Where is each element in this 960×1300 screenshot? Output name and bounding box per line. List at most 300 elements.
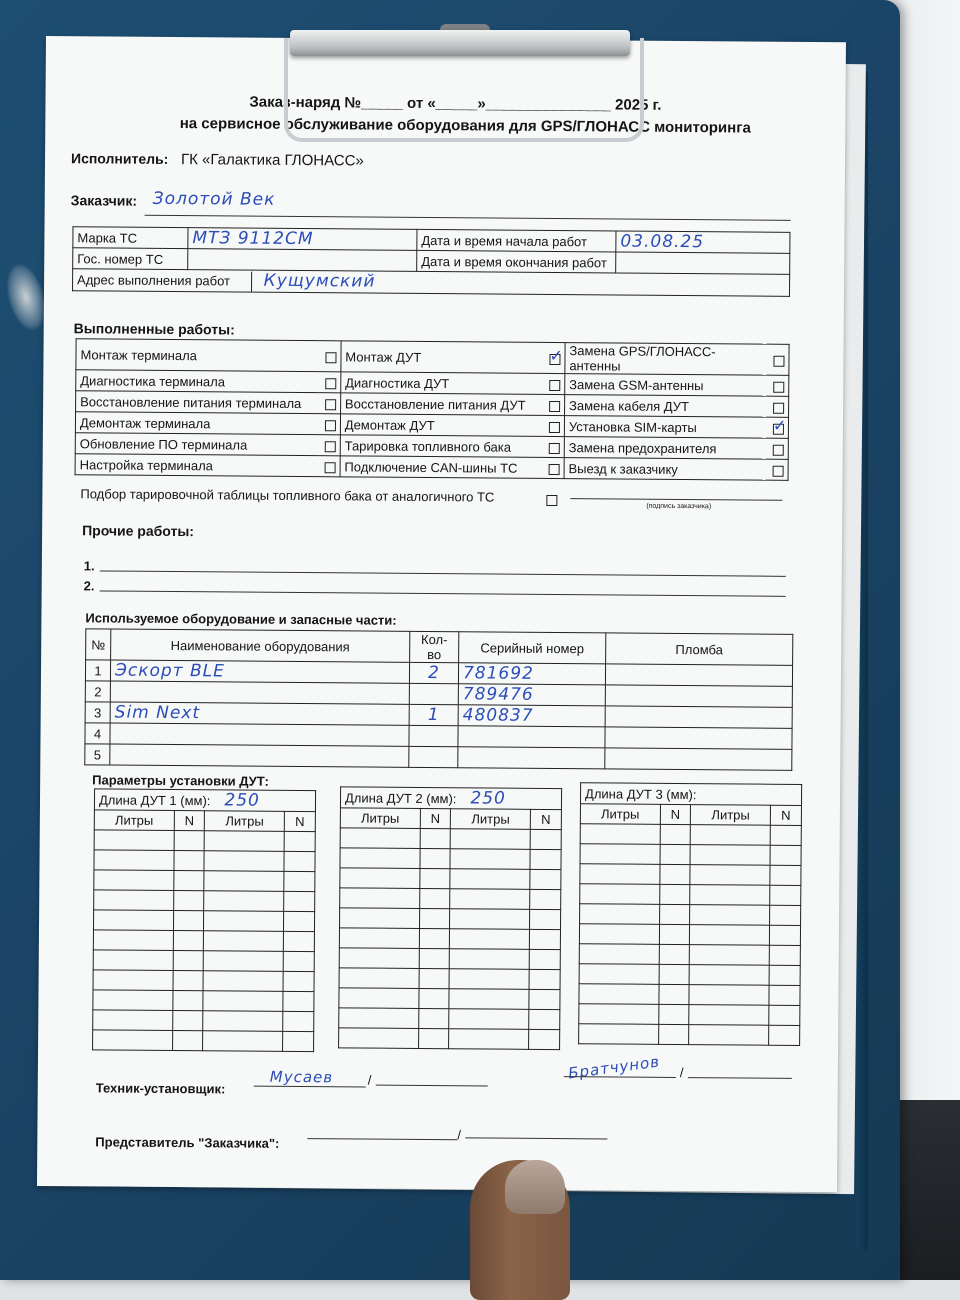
work-item-checkbox-cell [542, 436, 565, 457]
work-item-checkbox-cell [318, 341, 341, 372]
dut-cell[interactable] [174, 831, 205, 851]
dut-header-n: N [284, 811, 315, 831]
work-item-checkbox[interactable] [324, 462, 335, 473]
equipment-seal [605, 706, 792, 728]
dut-cell[interactable] [770, 885, 801, 905]
dut-cell[interactable] [205, 831, 285, 852]
dut-cell[interactable] [689, 1025, 769, 1046]
dut-cell[interactable] [769, 965, 800, 985]
dut-length-label: Длина ДУТ 3 (мм): [585, 786, 697, 802]
dut-cell[interactable] [419, 968, 450, 988]
dut-cell[interactable] [580, 844, 660, 865]
dut-cell[interactable] [203, 991, 283, 1012]
dut-cell[interactable] [283, 951, 314, 971]
dut-data-row [579, 964, 800, 986]
customer-underline [145, 215, 791, 221]
equipment-seal [605, 664, 792, 686]
work-item-checkbox-cell [542, 394, 565, 415]
dut-cell[interactable] [340, 828, 420, 849]
dut-cell[interactable] [530, 869, 561, 889]
work-item-checkbox[interactable] [773, 402, 784, 413]
dut-data-row [339, 928, 560, 950]
dut-cell[interactable] [769, 945, 800, 965]
other-works-title: Прочие работы: [82, 522, 194, 539]
dut-cell[interactable] [93, 990, 173, 1011]
dut-cell[interactable] [420, 848, 451, 868]
work-order-sheet [37, 36, 846, 1192]
dut-cell[interactable] [529, 909, 560, 929]
dut-length-row [580, 783, 801, 806]
plate-value [188, 249, 417, 272]
work-item-label: Диагностика ДУТ [341, 372, 543, 395]
address-row [73, 269, 790, 297]
dut-data-row [340, 868, 561, 890]
work-item-checkbox-cell [542, 373, 565, 394]
calibration-checkbox[interactable] [546, 495, 557, 506]
calibration-signature-line [570, 498, 782, 501]
executor-label: Исполнитель: [71, 150, 168, 167]
dut-cell[interactable] [529, 949, 560, 969]
dut-header-row [94, 810, 315, 832]
technician-line-1 [254, 1086, 366, 1088]
title-line-1: Заказ-наряд №_____ от «_____»_______________ 2025 г. [105, 92, 805, 114]
dut-cell[interactable] [203, 1031, 283, 1052]
dut-cell[interactable] [449, 989, 529, 1010]
dut-cell[interactable] [530, 849, 561, 869]
dut-cell[interactable] [769, 1005, 800, 1025]
dut-cell[interactable] [659, 904, 690, 924]
dut-cell[interactable] [283, 931, 314, 951]
work-item-checkbox-cell [766, 344, 789, 375]
dut-cell[interactable] [658, 1024, 689, 1044]
clip-wire [284, 38, 644, 142]
executor-value: ГК «Галактика ГЛОНАСС» [181, 151, 364, 169]
equipment-header-number: № [86, 629, 111, 660]
dut-cell[interactable] [659, 924, 690, 944]
dut-cell[interactable] [339, 948, 419, 969]
work-item-checkbox[interactable] [548, 464, 559, 475]
dut-cell[interactable] [449, 1029, 529, 1050]
work-item-checkbox-cell [766, 438, 789, 459]
dut-data-row [339, 1028, 560, 1050]
start-time-value: 03.08.25 [616, 231, 790, 253]
dut-cell[interactable] [173, 931, 204, 951]
dut-header-row [340, 808, 561, 830]
dut-cell[interactable] [770, 845, 801, 865]
dut-cell[interactable] [450, 949, 530, 970]
technician-signature-1: Мусаев [270, 1068, 333, 1086]
dut-data-row [580, 884, 801, 906]
work-item-label: Восстановление питания ДУТ [340, 393, 542, 416]
dut-cell[interactable] [579, 964, 659, 985]
dut-cell[interactable] [580, 884, 660, 905]
equipment-serial: 480837 [458, 705, 605, 727]
equipment-header-qty: Кол-во [410, 631, 459, 662]
dut-cell[interactable] [659, 944, 690, 964]
dut-cell[interactable] [658, 984, 689, 1004]
dut-cell[interactable] [173, 911, 204, 931]
dut-data-row [579, 924, 800, 946]
dut-cell[interactable] [172, 1031, 203, 1051]
dut-cell[interactable] [689, 985, 769, 1006]
work-item-checkbox-cell [317, 456, 340, 477]
dut-cell[interactable] [770, 905, 801, 925]
equipment-qty: 1 [409, 704, 458, 725]
dut-data-row [93, 950, 314, 972]
dut-cell[interactable] [450, 869, 530, 890]
dut-data-row [579, 1004, 800, 1026]
dut-cell[interactable] [580, 904, 660, 925]
work-item-label: Диагностика терминала [76, 370, 319, 393]
dut-data-row [339, 988, 560, 1010]
dut-header-liters: Литры [340, 808, 420, 829]
dut-cell[interactable] [339, 1008, 419, 1029]
customer-rep-label: Представитель "Заказчика": [95, 1134, 279, 1150]
equipment-serial: 781692 [458, 663, 605, 685]
dut-data-row [93, 910, 314, 932]
work-item-checkbox-cell [766, 417, 789, 438]
dut-cell[interactable] [579, 984, 659, 1005]
dut-cell[interactable] [529, 929, 560, 949]
dut-cell[interactable] [450, 849, 530, 870]
dut-cell[interactable] [690, 865, 770, 886]
dut-header-row [580, 804, 801, 826]
dut-cell[interactable] [419, 888, 450, 908]
dut-cell[interactable] [204, 891, 284, 912]
equipment-row [85, 744, 792, 771]
dut-cell[interactable] [659, 884, 690, 904]
dut-cell[interactable] [529, 1029, 560, 1049]
vehicle-table [72, 226, 790, 297]
dut-data-row [580, 844, 801, 866]
dut-cell[interactable] [204, 871, 284, 892]
dut-cell[interactable] [580, 824, 660, 845]
equipment-seal [605, 685, 792, 707]
dut-cell[interactable] [579, 1024, 659, 1045]
dut-cell[interactable] [690, 885, 770, 906]
dut-cell[interactable] [339, 988, 419, 1009]
dut-cell[interactable] [770, 825, 801, 845]
signature-caption: (подпись заказчика) [646, 503, 711, 511]
dut-cell[interactable] [451, 829, 531, 850]
work-item-label: Демонтаж ДУТ [340, 414, 542, 437]
dut-length-value: 250 [224, 790, 260, 810]
dut-header-n: N [660, 804, 691, 824]
work-item-checkbox[interactable] [325, 399, 336, 410]
customer-rep-slash: / [457, 1127, 461, 1142]
dut-cell[interactable] [769, 925, 800, 945]
work-item-label: Выезд к заказчику [564, 458, 766, 481]
work-item-checkbox[interactable] [325, 352, 336, 363]
work-item-label: Обновление ПО терминала [75, 433, 318, 456]
dut-data-row [579, 984, 800, 1006]
dut-data-row [94, 870, 315, 892]
dut-cell[interactable] [418, 1008, 449, 1028]
equipment-name [110, 681, 409, 704]
work-item-checkbox[interactable] [773, 444, 784, 455]
dut-cell[interactable] [94, 890, 174, 911]
dut-cell[interactable] [659, 864, 690, 884]
dut-cell[interactable] [689, 1005, 769, 1026]
dut-data-row [93, 970, 314, 992]
work-item-label: Замена GSM-антенны [565, 374, 767, 397]
dut-header-n: N [530, 809, 561, 829]
dut-cell[interactable] [419, 908, 450, 928]
work-item-checkbox[interactable] [773, 381, 784, 392]
technician-slash-2: / [680, 1065, 684, 1080]
dut-cell[interactable] [579, 924, 659, 945]
dut-cell[interactable] [340, 868, 420, 889]
dut-data-row [339, 1008, 560, 1030]
equipment-name [110, 723, 409, 746]
dut-cell[interactable] [690, 965, 770, 986]
dut-cell[interactable] [284, 891, 315, 911]
dut-cell[interactable] [660, 844, 691, 864]
work-item-checkbox[interactable] [325, 441, 336, 452]
dut-cell[interactable] [420, 828, 451, 848]
work-item-checkbox[interactable] [549, 401, 560, 412]
other-works-line-1-number: 1. [84, 558, 95, 573]
dut-header-liters: Литры [205, 811, 285, 832]
dut-cell[interactable] [529, 1009, 560, 1029]
equipment-qty [409, 746, 458, 767]
dut-data-row [339, 968, 560, 990]
customer-rep-line-1 [307, 1138, 457, 1140]
dut-data-row [93, 930, 314, 952]
dut-cell[interactable] [660, 824, 691, 844]
dut-cell[interactable] [172, 1011, 203, 1031]
dut-cell[interactable] [283, 971, 314, 991]
address-value: Кущумский [256, 271, 376, 292]
dut-cell[interactable] [283, 1011, 314, 1031]
work-item-checkbox-cell [318, 393, 341, 414]
dut-cell[interactable] [283, 911, 314, 931]
dut-cell[interactable] [339, 1028, 419, 1049]
equipment-seal [605, 748, 792, 770]
work-item-checkbox[interactable] [773, 423, 784, 434]
dut-header-n: N [174, 811, 205, 831]
equipment-name: Sim Next [110, 702, 409, 725]
work-item-checkbox-cell [318, 372, 341, 393]
dut-cell[interactable] [340, 888, 420, 909]
technician-slash-1: / [368, 1073, 372, 1088]
dut-cell[interactable] [93, 970, 173, 991]
dut-cell[interactable] [339, 968, 419, 989]
dut-cell[interactable] [580, 864, 660, 885]
dut-cell[interactable] [579, 1004, 659, 1025]
work-item-label: Настройка терминала [75, 454, 318, 477]
dut-length-row [340, 787, 561, 810]
dut-cell[interactable] [418, 988, 449, 1008]
work-item-checkbox[interactable] [549, 380, 560, 391]
dut-cell[interactable] [690, 925, 770, 946]
dut-cell[interactable] [94, 870, 174, 891]
dut-length-label: Длина ДУТ 2 (мм): [345, 790, 457, 806]
dut-cell[interactable] [449, 969, 529, 990]
other-works-line-2-number: 2. [84, 578, 95, 593]
dut-data-row [94, 830, 315, 852]
dut-cell[interactable] [94, 850, 174, 871]
dut-header-liters: Литры [691, 805, 771, 826]
equipment-qty: 2 [409, 662, 458, 683]
dut-cell[interactable] [658, 1004, 689, 1024]
dut-cell[interactable] [173, 891, 204, 911]
works-row [75, 454, 788, 481]
dut-cell[interactable] [690, 945, 770, 966]
dut-cell[interactable] [770, 865, 801, 885]
equipment-qty [409, 683, 458, 704]
work-item-label: Монтаж ДУТ [341, 341, 543, 374]
other-works-line-2[interactable] [100, 590, 786, 596]
dut-cell[interactable] [93, 910, 173, 931]
dut-cell[interactable] [418, 1028, 449, 1048]
work-item-label: Установка SIM-карты [564, 416, 766, 439]
dut-cell[interactable] [284, 851, 315, 871]
customer-label: Заказчик: [71, 192, 137, 209]
work-item-label: Подключение CAN-шины ТС [340, 456, 542, 479]
dut-cell[interactable] [284, 831, 315, 851]
dut-cell[interactable] [283, 1031, 314, 1051]
work-item-checkbox-cell [542, 342, 565, 373]
technician-line-2 [376, 1085, 488, 1087]
dut-length-cell [94, 789, 315, 812]
dut-params-title: Параметры установки ДУТ: [92, 772, 269, 788]
work-item-label: Замена предохранителя [564, 437, 766, 460]
work-item-checkbox[interactable] [773, 465, 784, 476]
brand-label: Марка ТС [73, 227, 188, 249]
dut-cell[interactable] [691, 825, 771, 846]
work-item-label: Восстановление питания терминала [76, 391, 319, 414]
dut-cell[interactable] [173, 971, 204, 991]
work-item-label: Замена GPS/ГЛОНАСС-антенны [565, 343, 767, 376]
technician-label: Техник-установщик: [96, 1080, 226, 1096]
work-item-checkbox[interactable] [773, 355, 784, 366]
work-item-label: Демонтаж терминала [75, 412, 318, 435]
dut-data-row [94, 850, 315, 872]
dut-cell[interactable] [340, 908, 420, 929]
dut-data-row [580, 864, 801, 886]
dut-cell[interactable] [419, 948, 450, 968]
work-item-checkbox[interactable] [549, 443, 560, 454]
dut-cell[interactable] [529, 969, 560, 989]
dut-header-n: N [420, 808, 451, 828]
dut-header-liters: Литры [94, 810, 174, 831]
dut-cell[interactable] [173, 871, 204, 891]
customer-value: Золотой Век [153, 189, 276, 210]
dut-cell[interactable] [529, 989, 560, 1009]
dut-cell[interactable] [530, 829, 561, 849]
other-works-line-1[interactable] [100, 570, 786, 576]
dut-cell[interactable] [419, 928, 450, 948]
dut-cell[interactable] [93, 930, 173, 951]
dut-cell[interactable] [172, 991, 203, 1011]
equipment-table [84, 628, 793, 771]
dut-cell[interactable] [769, 1025, 800, 1045]
dut-cell[interactable] [340, 848, 420, 869]
equipment-header-serial: Серийный номер [459, 632, 606, 664]
dut-data-row [340, 828, 561, 850]
dut-data-row [94, 890, 315, 912]
address-label: Адрес выполнения работ [73, 270, 252, 291]
dut-data-row [340, 908, 561, 930]
dut-cell[interactable] [93, 1010, 173, 1031]
dut-length-label: Длина ДУТ 1 (мм): [99, 792, 211, 808]
end-time-label: Дата и время окончания работ [417, 250, 616, 273]
dut-cell[interactable] [283, 991, 314, 1011]
dut-cell[interactable] [173, 951, 204, 971]
equipment-number: 5 [85, 744, 110, 765]
equipment-qty [409, 725, 458, 746]
work-item-checkbox[interactable] [325, 378, 336, 389]
dut-data-row [580, 824, 801, 846]
dut-cell[interactable] [450, 889, 530, 910]
dut-cell[interactable] [203, 971, 283, 992]
dut-cell[interactable] [769, 985, 800, 1005]
equipment-number: 3 [85, 702, 110, 723]
dut-cell[interactable] [449, 1009, 529, 1030]
customer-rep-line-2 [465, 1137, 607, 1139]
equipment-name [110, 744, 409, 767]
work-item-checkbox[interactable] [549, 354, 560, 365]
dut-cell[interactable] [419, 868, 450, 888]
dut-data-row [340, 888, 561, 910]
dut-cell[interactable] [579, 944, 659, 965]
dut-data-row [339, 948, 560, 970]
dut-cell[interactable] [94, 830, 174, 851]
dut-cell[interactable] [690, 845, 770, 866]
equipment-number: 2 [85, 681, 110, 702]
dut-cell[interactable] [203, 1011, 283, 1032]
dut-cell[interactable] [450, 909, 530, 930]
technician-signature-2: Братчунов [567, 1053, 661, 1083]
equipment-name: Эскорт BLE [110, 660, 409, 683]
dut-cell[interactable] [530, 889, 561, 909]
works-table [75, 338, 790, 481]
dut-cell[interactable] [93, 950, 173, 971]
dut-cell[interactable] [204, 931, 284, 952]
work-item-checkbox[interactable] [325, 420, 336, 431]
brand-value: МТЗ 9112СМ [188, 228, 417, 251]
dut-length-row [94, 789, 315, 812]
dut-header-liters: Литры [451, 809, 531, 830]
start-time-label: Дата и время начала работ [417, 229, 616, 252]
dut-table-1 [92, 788, 316, 1052]
equipment-title: Используемое оборудование и запасные части: [85, 610, 396, 627]
dut-table-3 [578, 782, 802, 1046]
dut-cell[interactable] [204, 911, 284, 932]
dut-cell[interactable] [690, 905, 770, 926]
dut-data-row [579, 1024, 800, 1046]
work-item-label: Замена кабеля ДУТ [564, 395, 766, 418]
dut-cell[interactable] [284, 871, 315, 891]
end-time-value [616, 252, 790, 274]
work-item-checkbox-cell [318, 435, 341, 456]
title-line-2: на сервисное обслуживание оборудования для GPS/ГЛОНАСС мониторинга [85, 114, 845, 137]
dut-cell[interactable] [659, 964, 690, 984]
dut-cell[interactable] [339, 928, 419, 949]
work-item-checkbox-cell [766, 375, 789, 396]
dut-length-value: 250 [470, 788, 506, 808]
work-item-checkbox[interactable] [549, 422, 560, 433]
dut-cell[interactable] [450, 929, 530, 950]
equipment-serial: 789476 [458, 684, 605, 706]
dut-length-cell [580, 783, 801, 806]
dut-cell[interactable] [173, 851, 204, 871]
dut-cell[interactable] [204, 851, 284, 872]
dut-cell[interactable] [204, 951, 284, 972]
work-item-checkbox-cell [542, 457, 565, 478]
dut-cell[interactable] [93, 1030, 173, 1051]
